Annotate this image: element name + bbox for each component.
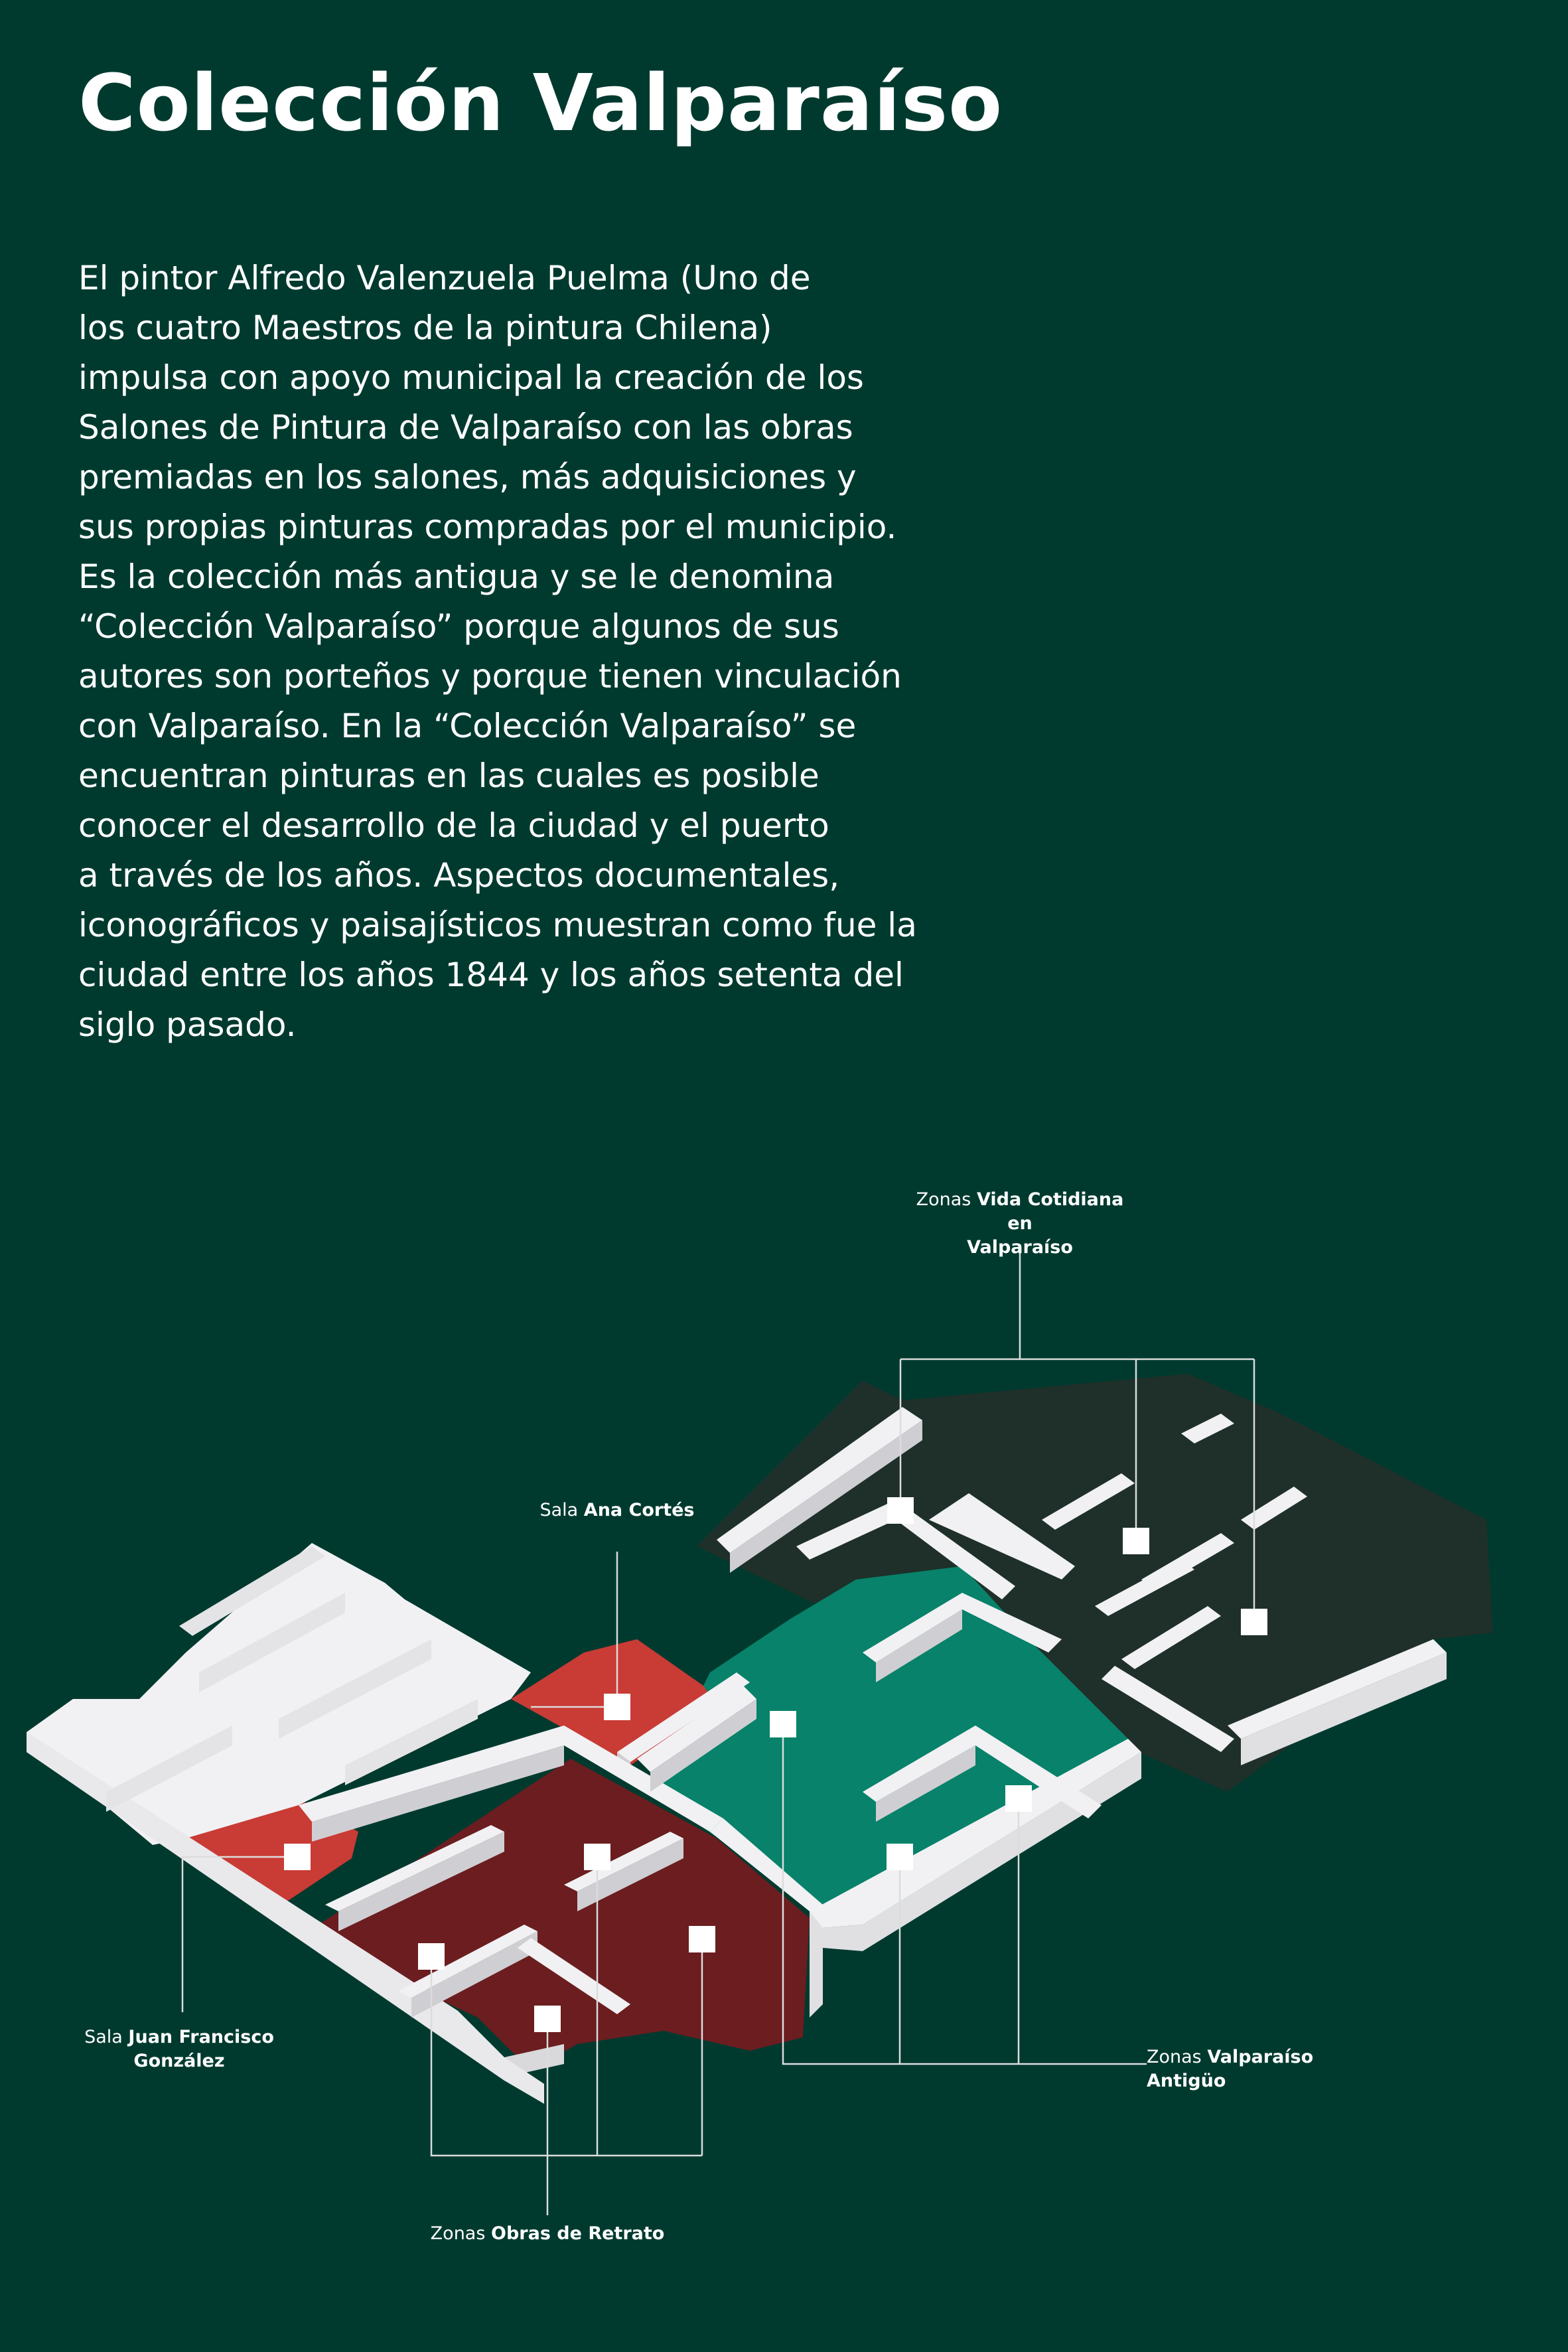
intro-line: encuentran pinturas en las cuales es posible [78,757,820,795]
label-ana-cortes [518,1499,717,1522]
label-bold: Valparaíso [1207,2047,1314,2067]
intro-line: con Valparaíso. En la “Colección Valparaíso” se [78,707,857,745]
label-bold: Ana Cortés [583,1500,695,1520]
intro-line: ciudad entre los años 1844 y los años setenta del [78,956,904,994]
label-bold-line2: Valparaíso [967,1237,1073,1258]
marker-vida-2 [1123,1528,1149,1554]
marker-antiguo-3 [1005,1785,1032,1812]
label-vida-cotidiana [910,1188,1129,1260]
label-prefix: Zonas [916,1189,977,1210]
intro-line: a través de los años. Aspectos documentales, [78,856,840,895]
intro-line: impulsa con apoyo municipal la creación de los [78,358,864,397]
marker-retrato-3 [689,1926,715,1952]
label-bold: Vida Cotidiana en [976,1189,1124,1234]
marker-retrato-1 [584,1844,610,1870]
label-prefix: Zonas [1147,2047,1208,2067]
label-obras-retrato [411,2222,683,2246]
intro-line: sus propias pinturas compradas por el municipio. [78,508,897,546]
intro-line: Salones de Pintura de Valparaíso con las obras [78,408,853,447]
label-prefix: Sala [539,1500,584,1520]
label-bold: Obras de Retrato [491,2223,665,2244]
intro-line: autores son porteños y porque tienen vinculación [78,657,902,696]
marker-ana-cortes [604,1694,630,1720]
intro-line: conocer el desarrollo de la ciudad y el puerto [78,806,829,845]
marker-vida-1 [887,1497,914,1524]
intro-line: “Colección Valparaíso” porque algunos de sus [78,607,839,646]
marker-retrato-4 [534,2006,561,2032]
intro-line: los cuatro Maestros de la pintura Chilena) [78,309,772,347]
label-juan-francisco [80,2025,279,2073]
marker-antiguo-1 [770,1711,796,1737]
marker-juan-francisco [284,1844,311,1870]
intro-line: premiadas en los salones, más adquisiciones y [78,458,857,496]
label-bold-line2: González [133,2051,225,2071]
marker-antiguo-2 [887,1844,913,1870]
label-prefix: Sala [84,2027,129,2047]
label-valparaiso-antiguo [1147,2045,1346,2093]
page-title: Colección Valparaíso [78,57,1003,149]
intro-line: El pintor Alfredo Valenzuela Puelma (Uno de [78,259,811,297]
intro-line: siglo pasado. [78,1005,297,1044]
intro-line: Es la colección más antigua y se le denomina [78,557,835,596]
intro-line: iconográficos y paisajísticos muestran como fue la [78,906,917,944]
label-prefix: Zonas [430,2223,491,2244]
label-bold-line2: Antigüo [1147,2071,1226,2091]
marker-retrato-2 [418,1943,445,1970]
marker-vida-3 [1241,1609,1267,1635]
label-bold: Juan Francisco [128,2027,274,2047]
